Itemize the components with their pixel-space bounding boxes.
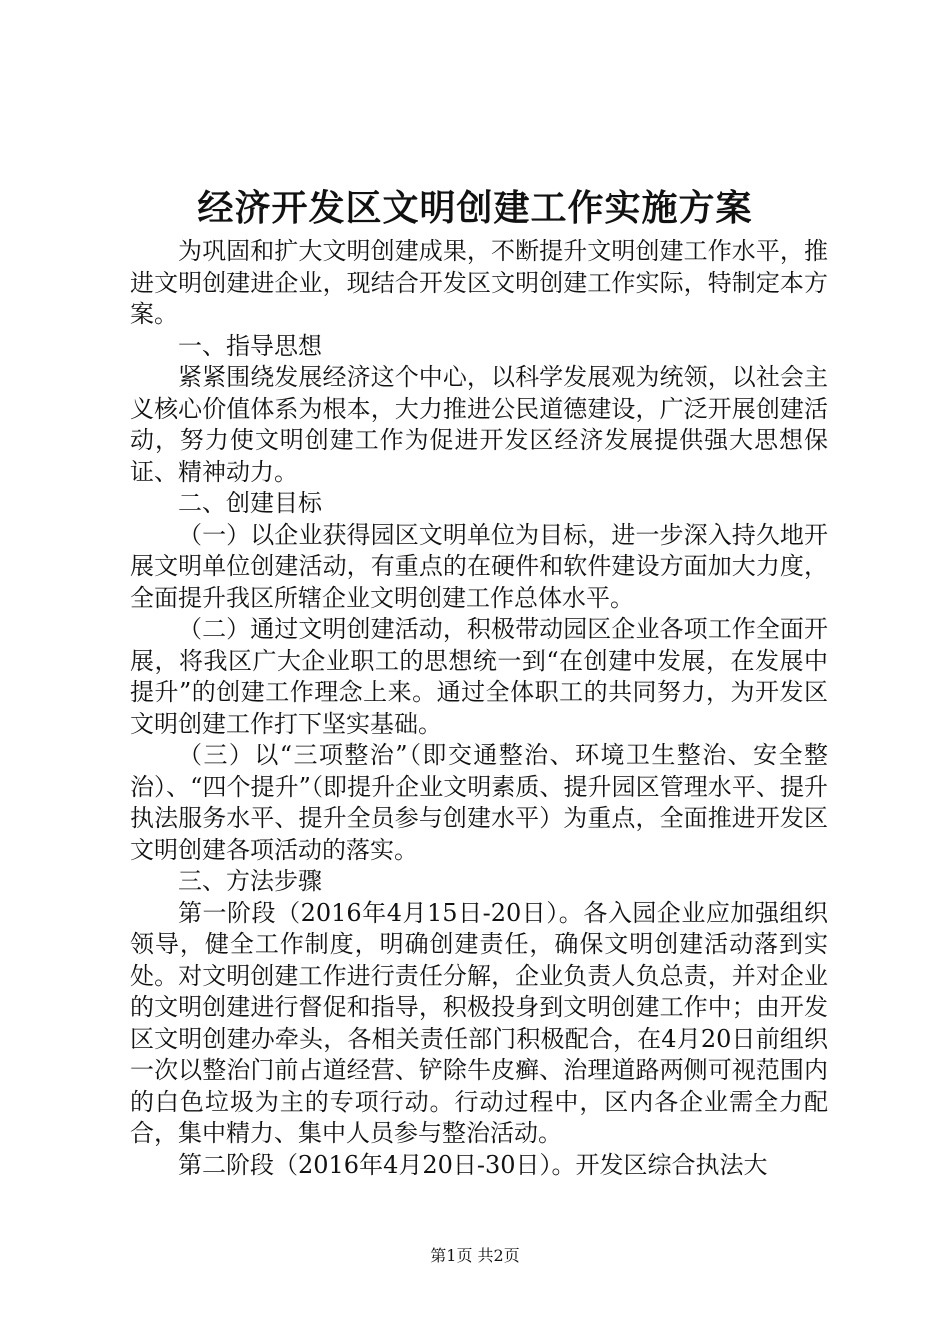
guiding-thought-paragraph: 紧紧围绕发展经济这个中心，以科学发展观为统领，以社会主义核心价值体系为根本，大力推进公民道德建设，广泛开展创建活动，努力使文明创建工作为促进开发区经济发展提供强大思想保证、精神动力。 [130, 363, 828, 486]
section-heading-guiding-thought: 一、指导思想 [178, 331, 322, 360]
step-paragraph-1: 第一阶段（2016年4月15日-20日）。各入园企业应加强组织领导，健全工作制度，明确创建责任，确保文明创建活动落到实处。对文明创建工作进行责任分解，企业负责人负总责，并对企业的文明创建进行督促和指导，积极投身到文明创建工作中；由开发区文明创建办牵头，各相关责任部门积极配合，在4月20日前组织一次以整治门前占道经营、铲除牛皮癣、治理道路两侧可视范围内的白色垃圾为主的专项行动。行动过程中，区内各企业需全力配合，集中精力、集中人员参与整治活动。 [130, 898, 828, 1147]
section-heading-steps: 三、方法步骤 [178, 867, 322, 895]
intro-paragraph: 为巩固和扩大文明创建成果，不断提升文明创建工作水平，推进文明创建进企业，现结合开发区文明创建工作实际，特制定本方案。 [130, 237, 828, 328]
goal-paragraph-2: （二）通过文明创建活动，积极带动园区企业各项工作全面开展，将我区广大企业职工的思想统一到“在创建中发展，在发展中提升”的创建工作理念上来。通过全体职工的共同努力，为开发区文明创建工作打下坚实基础。 [130, 615, 828, 738]
page-footer: 第1页 共2页 [430, 1246, 520, 1265]
document-body [130, 236, 828, 1181]
section-heading-goals: 二、创建目标 [178, 489, 322, 517]
goal-paragraph-1: （一）以企业获得园区文明单位为目标，进一步深入持久地开展文明单位创建活动，有重点的在硬件和软件建设方面加大力度，全面提升我区所辖企业文明创建工作总体水平。 [130, 520, 828, 612]
goal-paragraph-3: （三）以“三项整治”（即交通整治、环境卫生整治、安全整治）、“四个提升”（即提升企业文明素质、提升园区管理水平、提升执法服务水平、提升全员参与创建水平）为重点，全面推进开发区文明创建各项活动的落实。 [130, 741, 828, 864]
document-title: 经济开发区文明创建工作实施方案 [197, 187, 753, 229]
step-paragraph-2: 第二阶段（2016年4月20日-30日）。开发区综合执法大 [178, 1150, 768, 1179]
